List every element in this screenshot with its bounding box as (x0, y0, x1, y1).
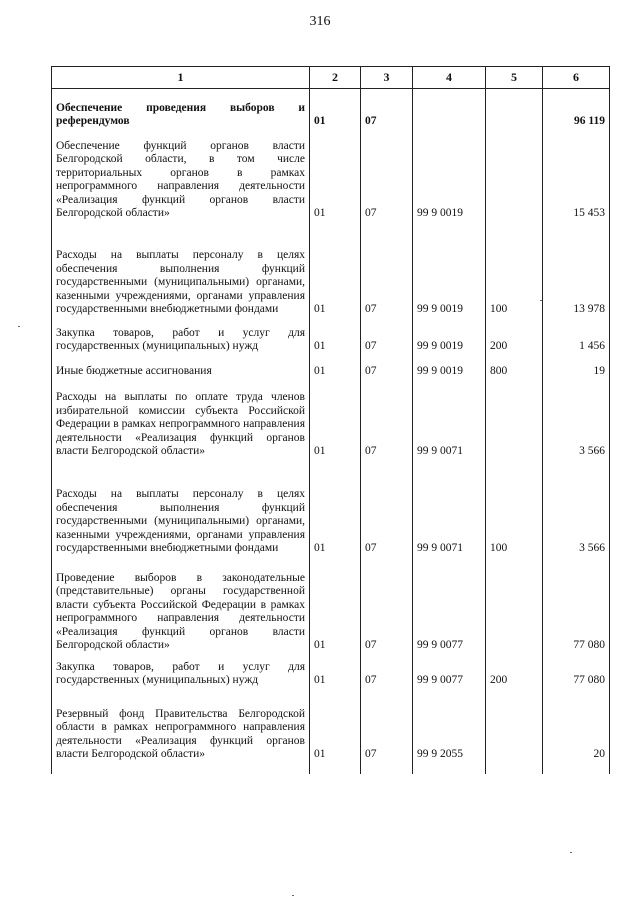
row-target-article (413, 89, 486, 129)
row-amount: 77 080 (543, 653, 610, 688)
row-expense-type: 100 (486, 221, 543, 317)
row-section: 01 (310, 317, 361, 354)
row-amount: 96 119 (543, 89, 610, 129)
row-amount: 3 566 (543, 379, 610, 459)
header-col-6: 6 (543, 67, 610, 89)
row-section: 01 (310, 556, 361, 653)
budget-table (51, 66, 610, 774)
row-section: 01 (310, 129, 361, 221)
row-amount: 15 453 (543, 129, 610, 221)
row-target-article: 99 9 0071 (413, 459, 486, 556)
row-subsection: 07 (361, 459, 413, 556)
header-row (52, 67, 610, 89)
row-subsection: 07 (361, 556, 413, 653)
row-target-article: 99 9 0019 (413, 317, 486, 354)
row-amount: 20 (543, 688, 610, 774)
row-target-article: 99 9 0071 (413, 379, 486, 459)
row-subsection: 07 (361, 221, 413, 317)
row-expense-type: 200 (486, 317, 543, 354)
row-expense-type (486, 379, 543, 459)
row-name: Резервный фонд Правительства Белгородской области в рамках непрограммного направления деятельности «Реализация функций органов власти Белгородской области» (52, 688, 310, 774)
row-section: 01 (310, 459, 361, 556)
row-name: Иные бюджетные ассигнования (52, 354, 310, 379)
row-section: 01 (310, 688, 361, 774)
row-subsection: 07 (361, 379, 413, 459)
row-section: 01 (310, 221, 361, 317)
header-col-5: 5 (486, 67, 543, 89)
row-subsection: 07 (361, 317, 413, 354)
scan-speck (18, 326, 20, 327)
row-target-article: 99 9 0019 (413, 221, 486, 317)
row-target-article: 99 9 0019 (413, 354, 486, 379)
page-number: 316 (309, 14, 331, 29)
scan-speck (540, 300, 542, 301)
table-row (52, 129, 610, 221)
row-amount: 13 978 (543, 221, 610, 317)
row-name: Обеспечение функций органов власти Белгородской области, в том числе территориальных органов в рамках непрограммного направления деятельности «Реализация функций органов власти Белгородской области» (52, 129, 310, 221)
table-row (52, 688, 610, 774)
scan-speck (292, 895, 294, 896)
row-section: 01 (310, 89, 361, 129)
row-expense-type (486, 89, 543, 129)
row-target-article: 99 9 0077 (413, 556, 486, 653)
table-row (52, 354, 610, 379)
row-name: Закупка товаров, работ и услуг для государственных (муниципальных) нужд (52, 317, 310, 354)
table-row (52, 221, 610, 317)
row-target-article: 99 9 2055 (413, 688, 486, 774)
row-target-article: 99 9 0019 (413, 129, 486, 221)
row-amount: 3 566 (543, 459, 610, 556)
row-subsection: 07 (361, 129, 413, 221)
table-row (52, 459, 610, 556)
row-expense-type (486, 129, 543, 221)
header-col-2: 2 (310, 67, 361, 89)
row-name: Закупка товаров, работ и услуг для государственных (муниципальных) нужд (52, 653, 310, 688)
row-amount: 1 456 (543, 317, 610, 354)
header-col-4: 4 (413, 67, 486, 89)
row-name: Расходы на выплаты персоналу в целях обеспечения выполнения функций государственными (муниципальными) органами, казенными учреждениями, органами управления государственными внебюджетными фондами (52, 459, 310, 556)
row-expense-type (486, 688, 543, 774)
table-row (52, 653, 610, 688)
header-col-3: 3 (361, 67, 413, 89)
row-subsection: 07 (361, 89, 413, 129)
row-subsection: 07 (361, 354, 413, 379)
row-subsection: 07 (361, 688, 413, 774)
row-expense-type: 100 (486, 459, 543, 556)
table-row (52, 556, 610, 653)
table-row (52, 89, 610, 129)
row-subsection: 07 (361, 653, 413, 688)
header-col-1: 1 (52, 67, 310, 89)
row-amount: 19 (543, 354, 610, 379)
row-expense-type: 800 (486, 354, 543, 379)
row-section: 01 (310, 354, 361, 379)
row-name: Проведение выборов в законодательные (представительные) органы государственной власти субъекта Российской Федерации в рамках непрограммного направления деятельности «Реализация функций органов власти Белгородской области» (52, 556, 310, 653)
row-amount: 77 080 (543, 556, 610, 653)
row-section: 01 (310, 653, 361, 688)
table-row (52, 317, 610, 354)
row-name: Расходы на выплаты по оплате труда членов избирательной комиссии субъекта Российской Федерации в рамках непрограммного направления деятельности «Реализация функций органов власти Белгородской области» (52, 379, 310, 459)
row-target-article: 99 9 0077 (413, 653, 486, 688)
row-section: 01 (310, 379, 361, 459)
row-expense-type: 200 (486, 653, 543, 688)
row-name: Обеспечение проведения выборов и референдумов (52, 89, 310, 129)
row-expense-type (486, 556, 543, 653)
row-name: Расходы на выплаты персоналу в целях обеспечения выполнения функций государственными (муниципальными) органами, казенными учреждениями, органами управления государственными внебюджетными фондами (52, 221, 310, 317)
table-row (52, 379, 610, 459)
scan-speck (570, 852, 572, 853)
